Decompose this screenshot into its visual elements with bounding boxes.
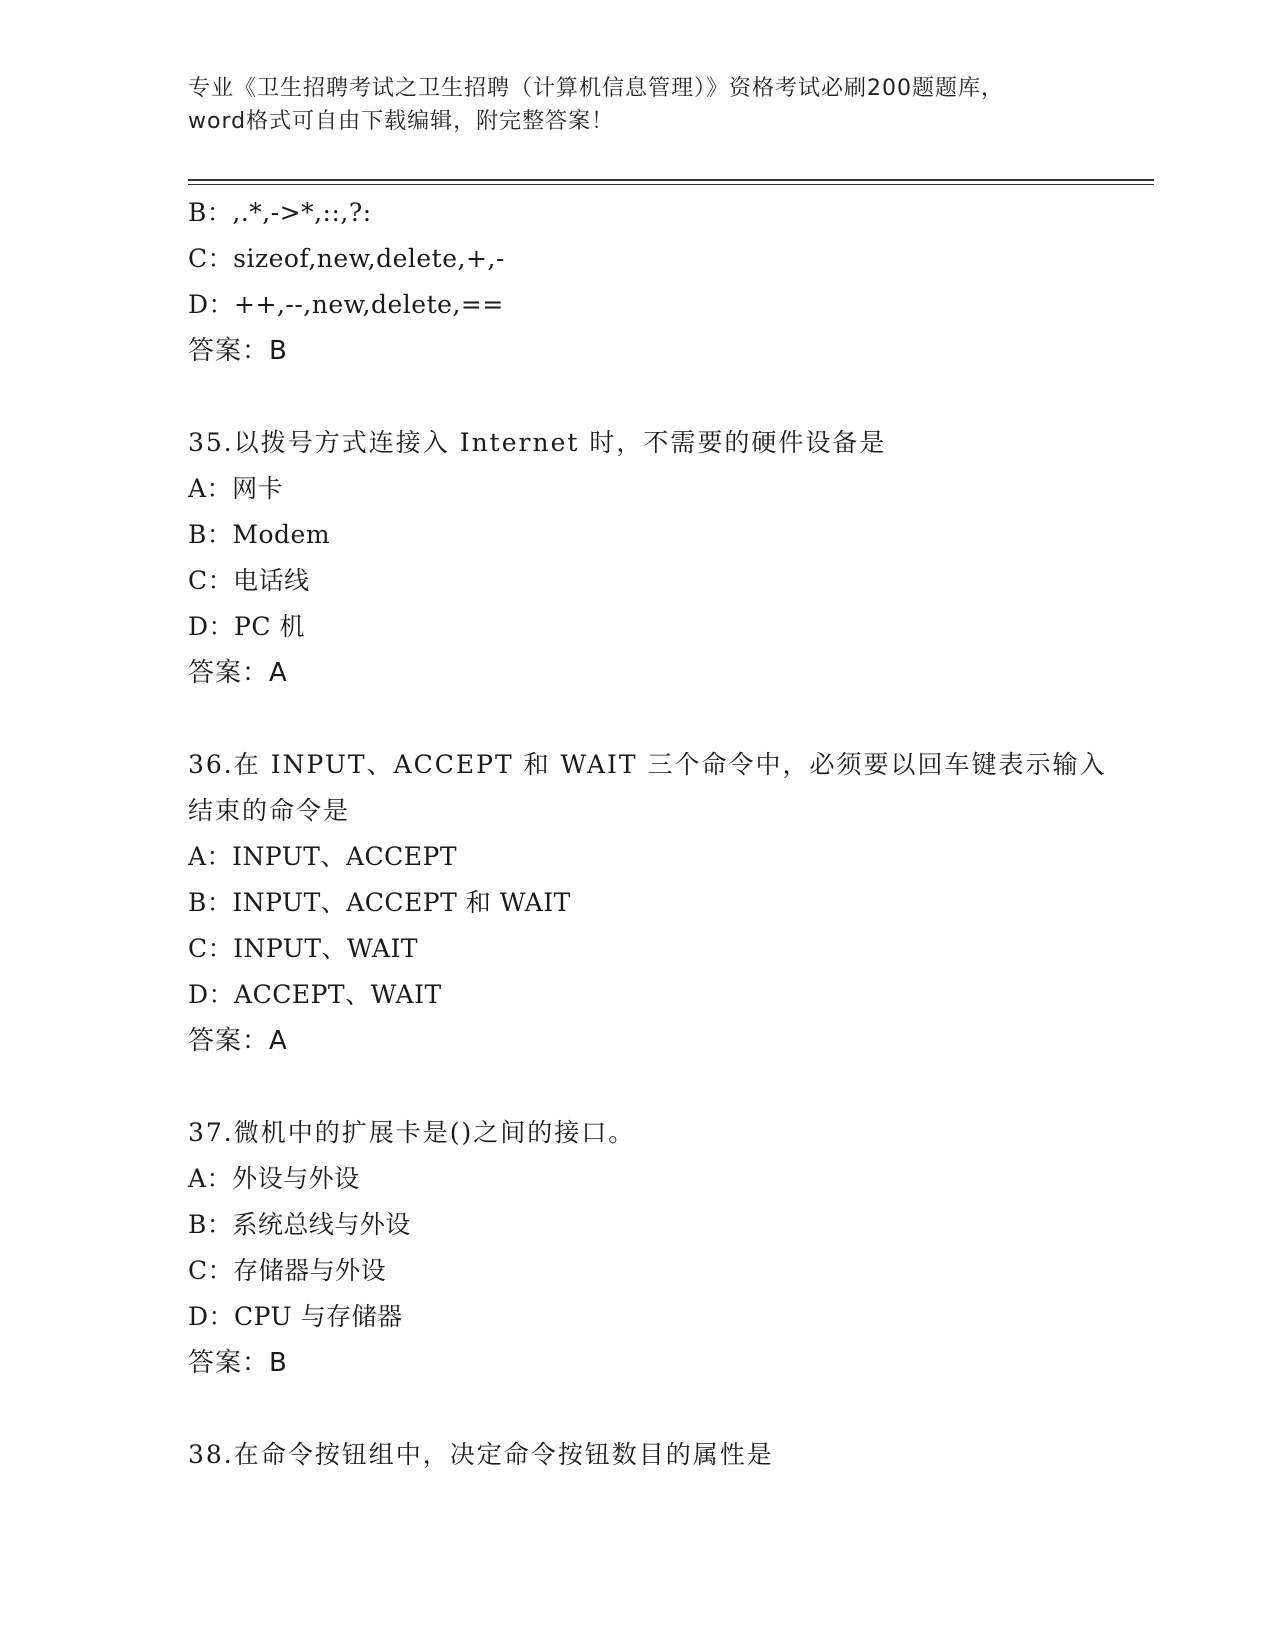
option-letter: C： (188, 566, 234, 595)
option-b (188, 880, 1088, 926)
option-text: INPUT、WAIT (233, 934, 419, 963)
option-letter: C： (188, 1256, 234, 1285)
option-a (188, 466, 1088, 512)
question-35 (188, 420, 1088, 696)
option-letter: A： (188, 474, 233, 503)
question-34-tail (188, 190, 1088, 374)
option-text: PC 机 (234, 612, 305, 641)
spacer (188, 1064, 1088, 1110)
option-letter: A： (188, 842, 233, 871)
answer-line: 答案：A (188, 658, 288, 688)
question-text: 35.以拨号方式连接入 Internet 时，不需要的硬件设备是 (188, 428, 887, 457)
option-c (188, 1248, 1088, 1294)
question-text: 37.微机中的扩展卡是()之间的接口。 (188, 1118, 636, 1147)
header-title-line-1: 专业《卫生招聘考试之卫生招聘（计算机信息管理）》资格考试必刷200题题库， (188, 76, 1004, 101)
option-text: CPU 与存储器 (234, 1302, 403, 1331)
option-text: ++,--,new,delete,== (234, 290, 504, 319)
header-rule-thick (188, 179, 1154, 181)
option-text: ACCEPT、WAIT (234, 980, 442, 1009)
option-letter: B： (188, 520, 233, 549)
option-letter: B： (188, 888, 233, 917)
spacer (188, 374, 1088, 420)
question-37 (188, 1110, 1088, 1386)
header-title-line-2: word格式可自由下载编辑，附完整答案！ (188, 109, 615, 134)
header-rule-thin (188, 184, 1154, 185)
option-text: Modem (232, 520, 331, 549)
option-d (188, 1294, 1088, 1340)
answer-line: 答案：B (188, 1348, 288, 1378)
option-letter: B： (188, 198, 233, 227)
question-list (188, 190, 1107, 1478)
option-letter: A： (188, 1164, 233, 1193)
option-letter: D： (188, 1302, 235, 1331)
option-c (188, 558, 1088, 604)
option-letter: D： (188, 612, 235, 641)
document-header (188, 72, 1088, 138)
option-letter: B： (188, 1210, 233, 1239)
option-text: sizeof,new,delete,+,- (233, 244, 505, 273)
option-letter: C： (188, 244, 234, 273)
option-text: 电话线 (233, 566, 310, 595)
question-36 (188, 742, 1107, 1064)
option-d (188, 972, 1088, 1018)
option-text: 网卡 (232, 474, 284, 503)
option-text: 存储器与外设 (233, 1256, 387, 1285)
option-text: 系统总线与外设 (232, 1210, 411, 1239)
spacer (188, 1386, 1088, 1432)
question-38 (188, 1432, 1088, 1478)
option-letter: D： (188, 980, 235, 1009)
question-text: 38.在命令按钮组中，决定命令按钮数目的属性是 (188, 1440, 774, 1469)
option-c (188, 926, 1088, 972)
option-d (188, 604, 1088, 650)
option-b (188, 1202, 1088, 1248)
option-text: ,.*,->*,::,?: (232, 198, 372, 227)
option-a (188, 834, 1088, 880)
option-b (188, 512, 1088, 558)
answer-line: 答案：A (188, 1026, 288, 1056)
answer-line: 答案：B (188, 336, 288, 366)
spacer (188, 696, 1088, 742)
option-c (188, 236, 1088, 282)
option-text: INPUT、ACCEPT (232, 842, 457, 871)
option-b (188, 190, 1088, 236)
option-text: INPUT、ACCEPT 和 WAIT (232, 888, 571, 917)
question-text-continued: 结束的命令是 (188, 796, 351, 825)
option-letter: D： (188, 290, 235, 319)
option-a (188, 1156, 1088, 1202)
option-letter: C： (188, 934, 234, 963)
option-text: 外设与外设 (232, 1164, 360, 1193)
question-text: 36.在 INPUT、ACCEPT 和 WAIT 三个命令中，必须要以回车键表示输入 (188, 750, 1107, 779)
option-d (188, 282, 1088, 328)
